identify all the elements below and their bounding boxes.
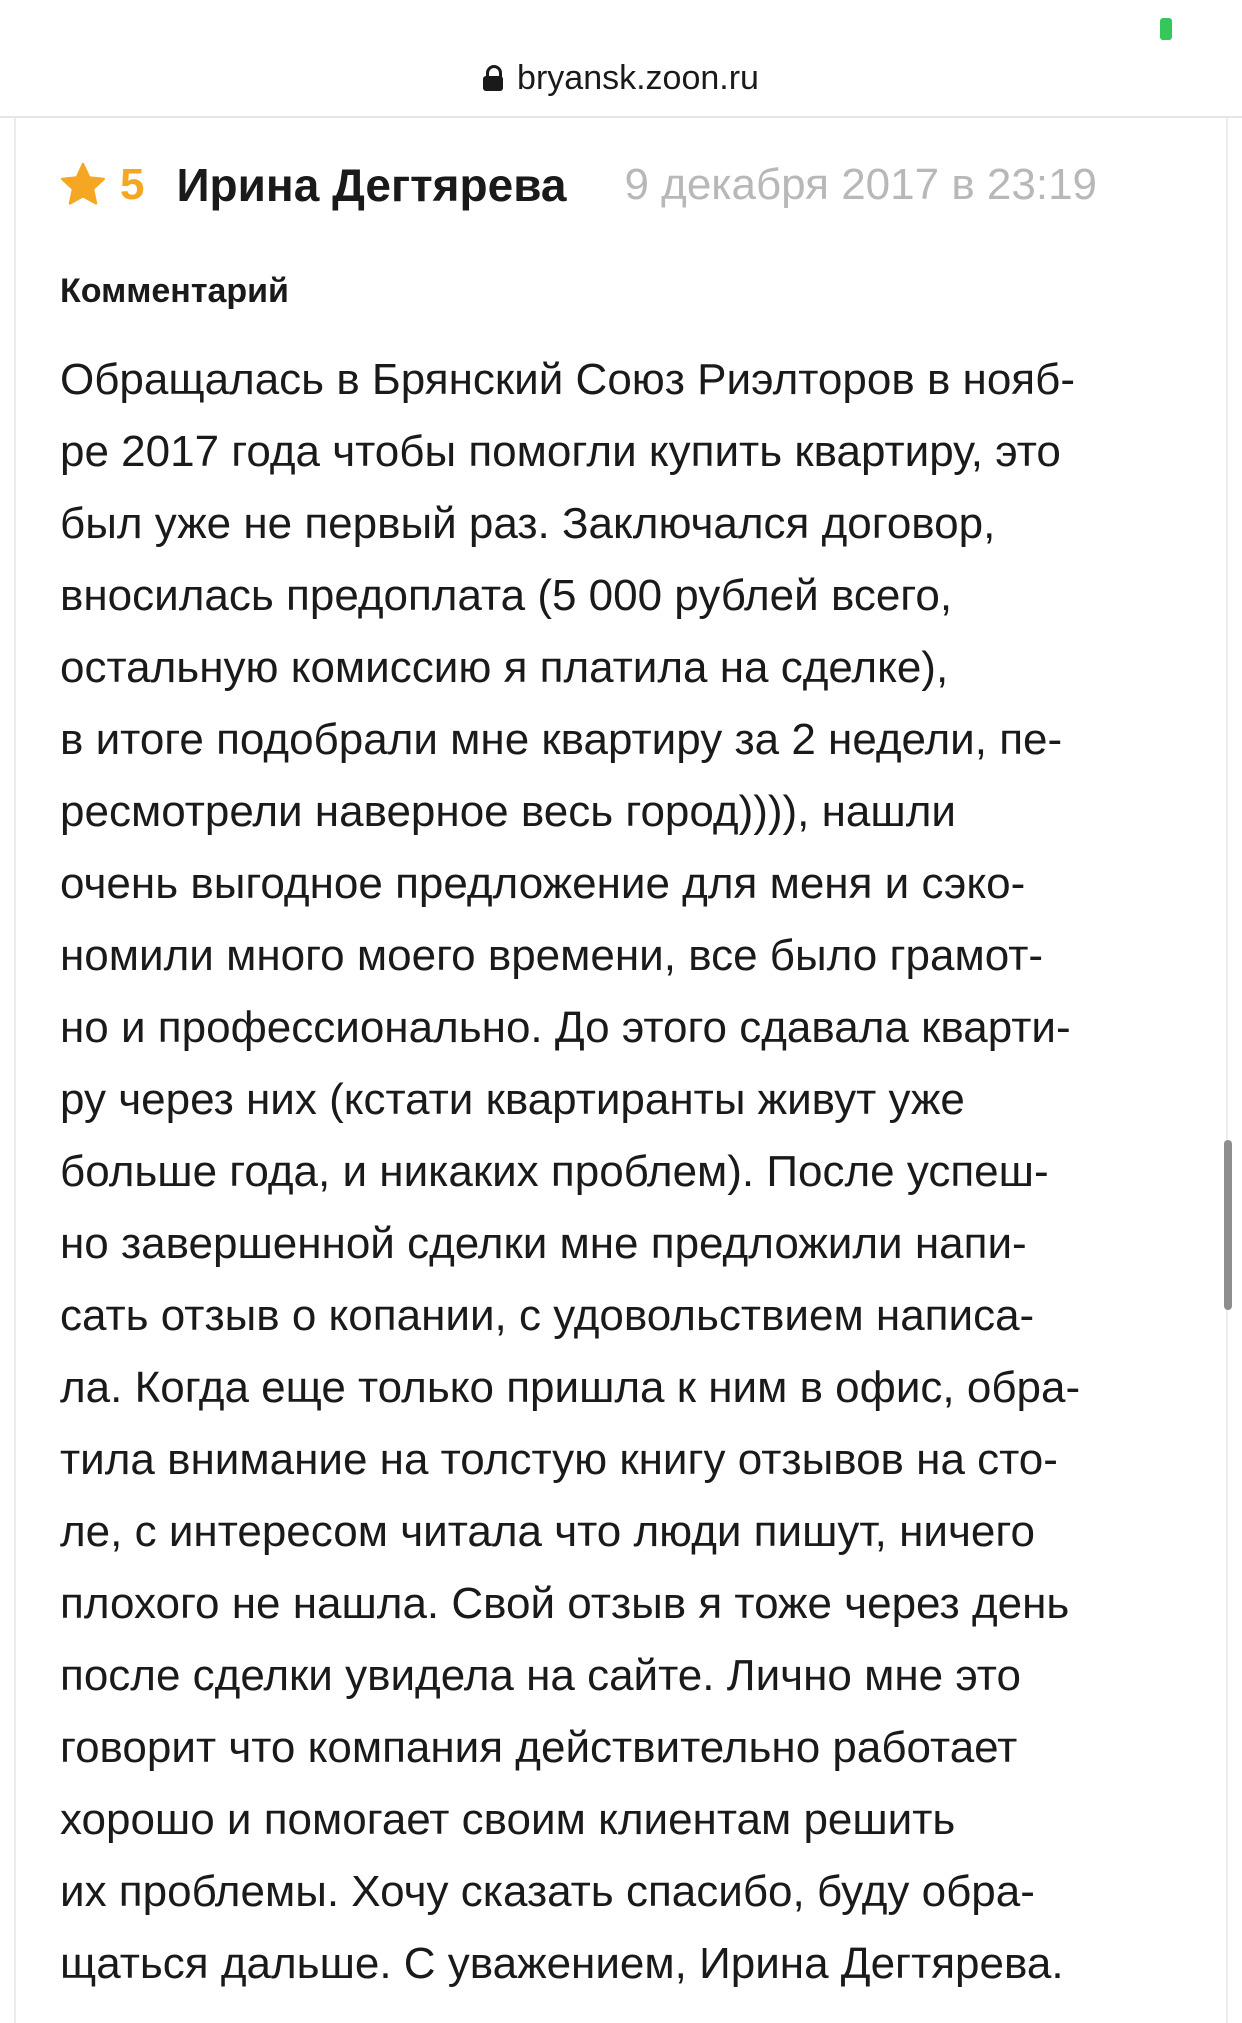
comment-line: но и профессионально. До этого сдавала кварти- xyxy=(60,1003,1071,1052)
review-date: 9 декабря 2017 в 23:19 xyxy=(624,160,1098,209)
lock-icon xyxy=(483,65,503,91)
comment-line: ресмотрели наверное весь город)))), нашли xyxy=(60,787,956,836)
comment-line: ре 2017 года чтобы помогли купить квартиру, это xyxy=(60,427,1061,476)
scrollbar[interactable] xyxy=(1224,1140,1232,1310)
comment-line: говорит что компания действительно работает xyxy=(60,1723,1018,1772)
comment-line: Обращалась в Брянский Союз Риэлторов в нояб- xyxy=(60,355,1075,404)
comment-line: остальную комиссию я платила на сделке), xyxy=(60,643,949,692)
comment-line: но завершенной сделки мне предложили напи- xyxy=(60,1219,1027,1268)
comment-line: в итоге подобрали мне квартиру за 2 недели, пе- xyxy=(60,715,1063,764)
url-text[interactable]: bryansk.zoon.ru xyxy=(517,59,759,97)
comment-line: ле, с интересом читала что люди пишут, ничего xyxy=(60,1507,1035,1556)
comment-line: очень выгодное предложение для меня и сэко- xyxy=(60,859,1026,908)
comment-label: Комментарий xyxy=(60,272,289,310)
comment-line: больше года, и никаких проблем). После успеш- xyxy=(60,1147,1049,1196)
page-border-left xyxy=(14,118,16,2023)
comment-line: щаться дальше. С уважением, Ирина Дегтярева. xyxy=(60,1939,1064,1988)
comment-line: тила внимание на толстую книгу отзывов на сто- xyxy=(60,1435,1058,1484)
comment-line: плохого не нашла. Свой отзыв я тоже через день xyxy=(60,1579,1070,1628)
comment-line: ру через них (кстати квартиранты живут уже xyxy=(60,1075,965,1124)
star-icon xyxy=(58,161,108,209)
comment-line: сать отзыв о копании, с удовольствием написа- xyxy=(60,1291,1035,1340)
comment-line: вносилась предоплата (5 000 рублей всего, xyxy=(60,571,953,620)
address-bar[interactable] xyxy=(0,40,1242,118)
status-bar xyxy=(0,0,1242,40)
battery-icon xyxy=(1160,18,1172,40)
comment-line: после сделки увидела на сайте. Лично мне это xyxy=(60,1651,1021,1700)
page-border-right xyxy=(1226,118,1228,2023)
review-author[interactable]: Ирина Дегтярева xyxy=(176,159,567,211)
comment-line: ла. Когда еще только пришла к ним в офис, обра- xyxy=(60,1363,1081,1412)
review-comment xyxy=(60,344,1190,2000)
comment-line: их проблемы. Хочу сказать спасибо, буду обра- xyxy=(60,1867,1035,1916)
review-header xyxy=(58,155,1097,215)
rating-value: 5 xyxy=(120,160,145,209)
comment-line: хорошо и помогает своим клиентам решить xyxy=(60,1795,956,1844)
comment-line: был уже не первый раз. Заключался договор, xyxy=(60,499,996,548)
comment-line: номили много моего времени, все было грамот- xyxy=(60,931,1044,980)
